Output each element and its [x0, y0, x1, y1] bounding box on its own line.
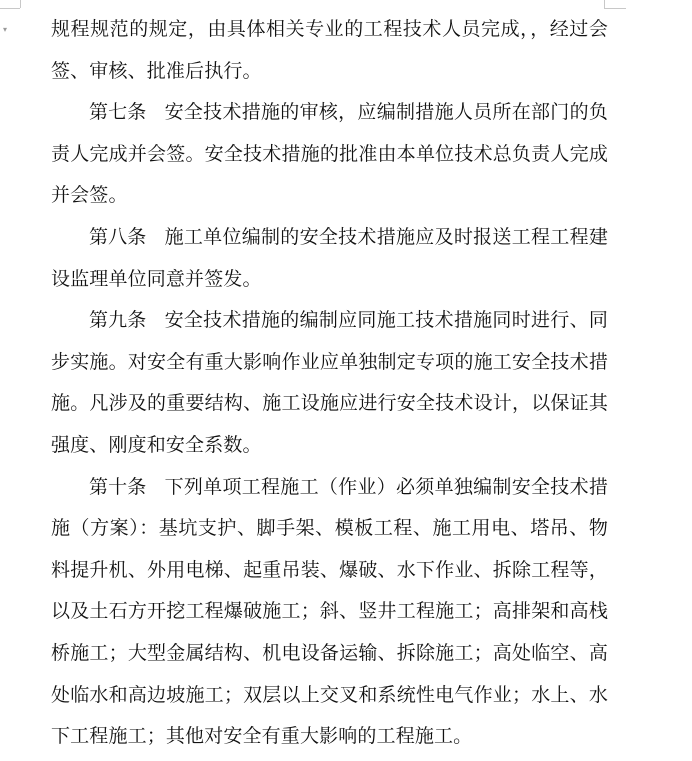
- paragraph[interactable]: [51, 9, 608, 92]
- paragraph[interactable]: [51, 300, 608, 466]
- paragraph-text: 施工单位编制的安全技术措施应及时报送工程工程建设监理单位同意并签发。: [51, 225, 608, 290]
- paragraph[interactable]: [51, 217, 608, 300]
- chevron-down-icon: ▾: [3, 25, 8, 34]
- crop-mark: [0, 8, 20, 9]
- article-number: 第九条: [89, 309, 147, 332]
- paragraph[interactable]: [51, 92, 608, 217]
- paragraph-text: 安全技术措施的编制应同施工技术措施同时进行、同步实施。对安全有重大影响作业应单独制定专项的施工安全技术措施。凡涉及的重要结构、施工设施应进行安全技术设计，以保证其强度、刚度和安全系数。: [51, 309, 608, 456]
- article-number: 第七条: [89, 101, 147, 124]
- paragraph-text: 下列单项工程施工（作业）必须单独编制安全技术措施（方案）：基坑支护、脚手架、模板工程、施工用电、塔吊、物料提升机、外用电梯、起重吊装、爆破、水下作业、拆除工程等，以及土石方开挖工程爆破施工；斜、竖井工程施工；高排架和高栈桥施工；大型金属结构、机电设备运输、拆除施工；高处临空、高处临水和高边坡施工；双层以上交叉和系统性电气作业；水上、水下工程施工；其他对安全有重大影响的工程施工。: [51, 475, 608, 748]
- document-body[interactable]: [51, 9, 608, 758]
- crop-mark: [604, 0, 605, 8]
- paragraph-text: 安全技术措施的审核，应编制措施人员所在部门的负责人完成并会签。安全技术措施的批准由本单位技术总负责人完成并会签。: [51, 101, 608, 207]
- article-number: 第八条: [89, 225, 147, 248]
- crop-mark: [20, 0, 21, 8]
- paragraph[interactable]: [51, 467, 608, 758]
- article-number: 第十条: [89, 475, 147, 498]
- paragraph-text: 规程规范的规定，由具体相关专业的工程技术人员完成，，经过会签、审核、批准后执行。: [51, 18, 608, 82]
